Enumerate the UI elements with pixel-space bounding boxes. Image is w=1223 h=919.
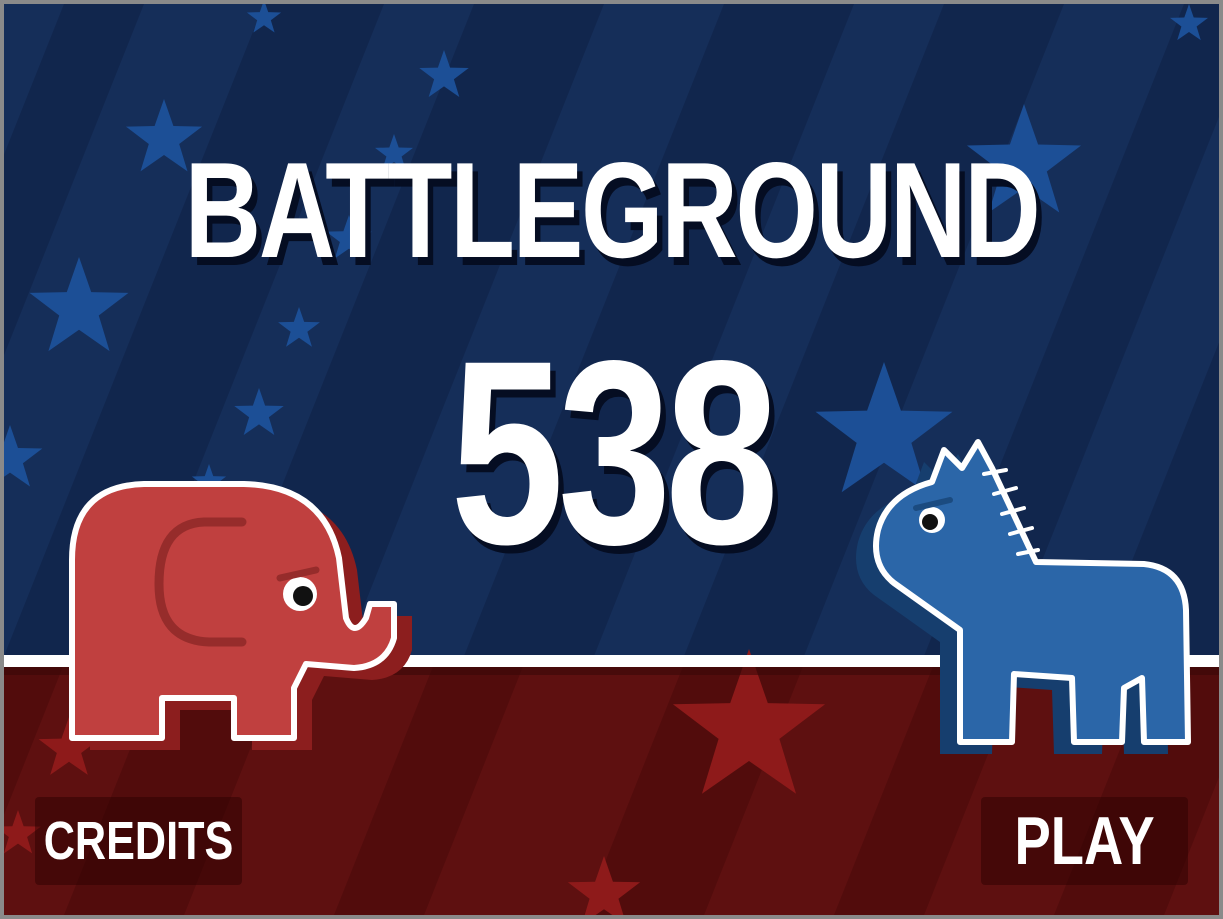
play-button[interactable] xyxy=(981,797,1188,885)
play-button-label: PLAY xyxy=(1014,803,1155,879)
credits-button[interactable] xyxy=(35,797,242,885)
game-title-line1: BATTLEGROUND xyxy=(184,134,1039,286)
title-screen xyxy=(4,4,1219,915)
credits-button-label: CREDITS xyxy=(43,811,234,871)
game-title-line2: 538 xyxy=(450,306,773,599)
